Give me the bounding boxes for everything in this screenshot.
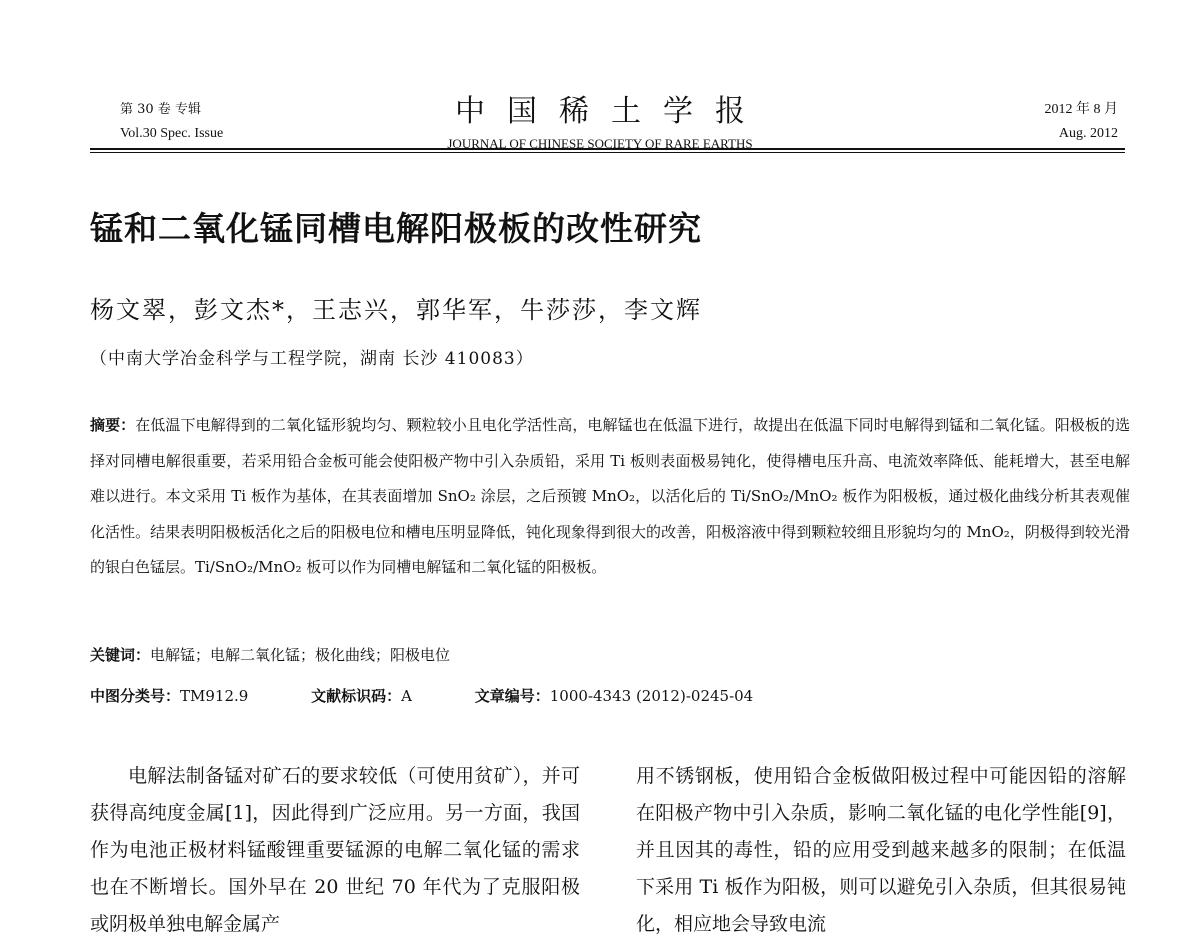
keywords [90, 644, 1130, 665]
article-number-value: 1000-4343 (2012)-0245-04 [549, 687, 754, 705]
abstract-text: 在低温下电解得到的二氧化锰形貌均匀、颗粒较小且电化学活性高，电解锰也在低温下进行，故提出在低温下同时电解得到锰和二氧化锰。阳极板的选择对同槽电解很重要，若采用铅合金板可能会使阳极产物中引入杂质铅，采用 Ti 板则表面极易钝化，使得槽电压升高、电流效率降低、能耗增大，甚至电解难以进行。本文采用 Ti 板作为基体，在其表面增加 SnO₂ 涂层，之后预镀 MnO₂，以活化后的 Ti/SnO₂/MnO₂ 板作为阳极板，通过极化曲线分析其表观催化活性。结果表明阳极板活化之后的阳极电位和槽电压明显降低，钝化现象得到很大的改善，阳极溶液中得到颗粒较细且形貌均匀的 MnO₂，阴极得到较光滑的银白色锰层。Ti/SnO₂/MnO₂ 板可以作为同槽电解锰和二氧化锰的阳极板。 [90, 416, 1130, 576]
header-date [1045, 100, 1119, 144]
doc-code-value: A [401, 687, 412, 705]
date-cn: 2012 年 8 月 [1044, 102, 1118, 117]
body-left-column [90, 758, 580, 943]
abstract-label: 摘要： [90, 416, 136, 434]
volume-cn: 第 30 卷 专辑 [120, 102, 201, 117]
clc-value: TM912.9 [180, 687, 249, 705]
article-title: 锰和二氧化锰同槽电解阳极板的改性研究 [90, 209, 702, 248]
header-rule-thin [90, 152, 1125, 153]
body-left-text: 电解法制备锰对矿石的要求较低（可使用贫矿），并可获得高纯度金属[1]，因此得到广泛应用。另一方面，我国作为电池正极材料锰酸锂重要锰源的电解二氧化锰的需求也在不断增长。国外早在 20 世纪 70 年代为了克服阳极或阴极单独电解金属产 [90, 765, 580, 935]
article-affiliation: （中南大学冶金科学与工程学院，湖南 长沙 410083） [90, 349, 534, 369]
body-right-text: 用不锈钢板，使用铅合金板做阳极过程中可能因铅的溶解在阳极产物中引入杂质，影响二氧化锰的电化学性能[9]，并且因其的毒性，铅的应用受到越来越多的限制；在低温下采用 Ti 板作为阳极，则可以避免引入杂质，但其很易钝化，相应地会导致电流 [636, 765, 1126, 935]
keywords-text: 电解锰；电解二氧化锰；极化曲线；阳极电位 [150, 646, 451, 664]
date-en: Aug. 2012 [1058, 126, 1118, 141]
header-rule-thick [90, 148, 1125, 150]
body-right-column [636, 758, 1126, 943]
doc-code-label: 文献标识码： [311, 687, 402, 705]
article-number-label: 文章编号： [474, 687, 550, 705]
clc-label: 中图分类号： [90, 687, 181, 705]
journal-name-cn: 中国稀土学报 [455, 94, 767, 129]
abstract [90, 408, 1130, 586]
keywords-label: 关键词： [90, 646, 151, 664]
classification-line [90, 685, 1130, 706]
article-authors: 杨文翠，彭文杰*，王志兴，郭华军，牛莎莎，李文辉 [90, 296, 702, 324]
header-journal [0, 86, 1200, 152]
volume-en: Vol.30 Spec. Issue [120, 126, 224, 141]
journal-name-en: JOURNAL OF CHINESE SOCIETY OF RARE EARTHS [447, 136, 753, 151]
